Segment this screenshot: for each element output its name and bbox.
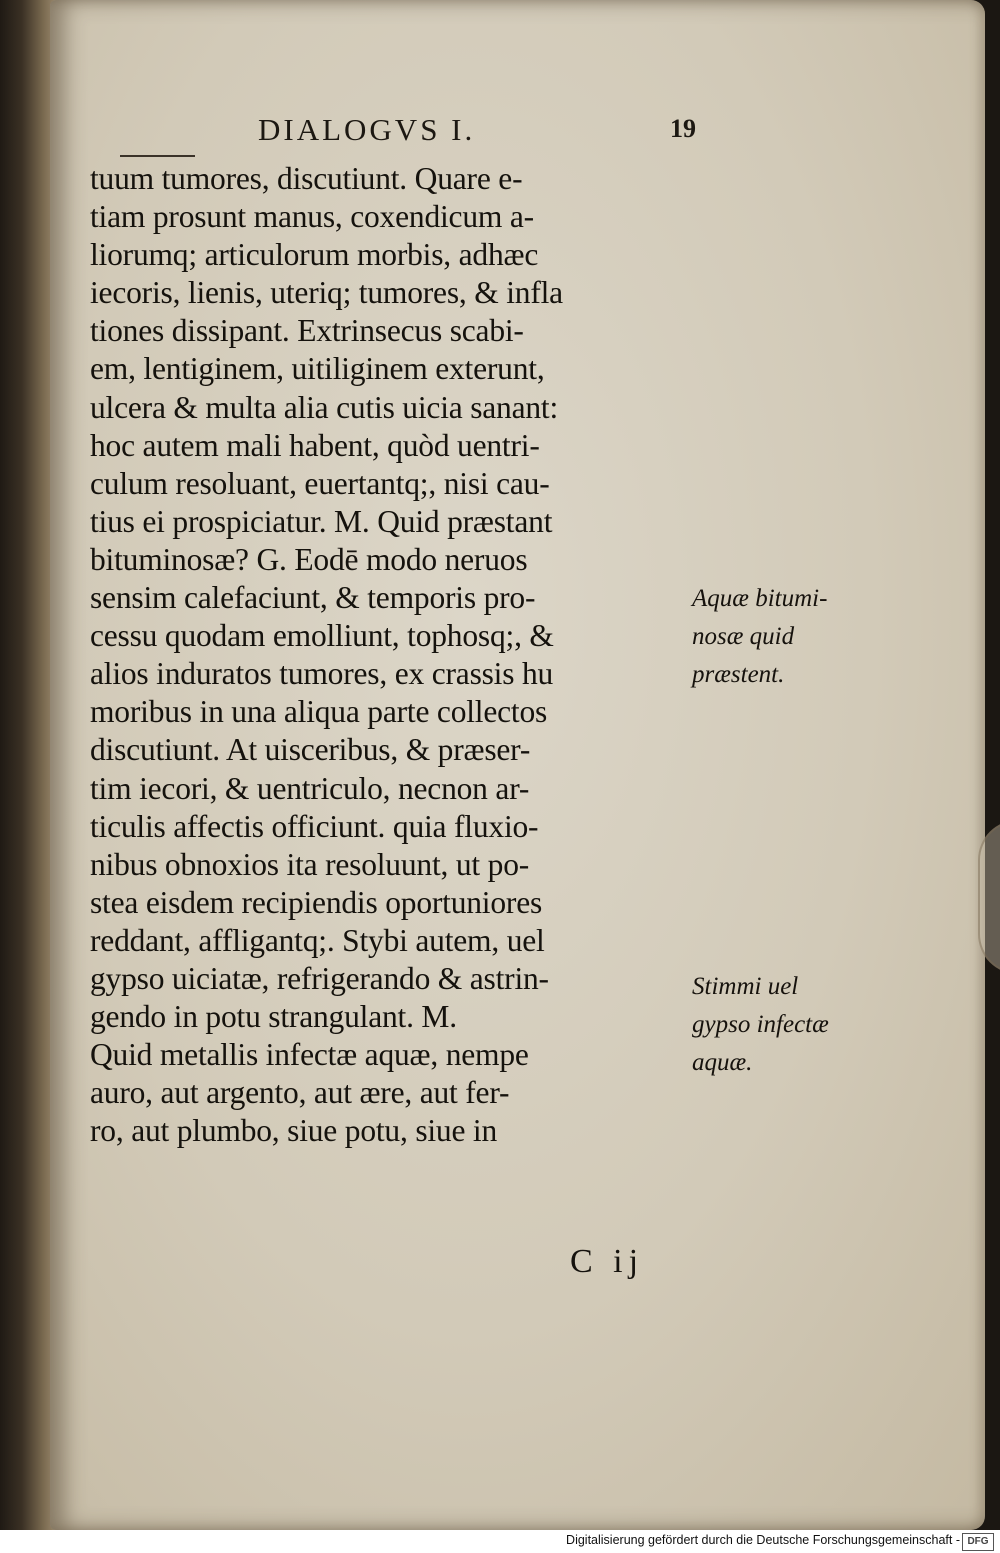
running-head: DIALOGVS I. bbox=[258, 112, 476, 147]
marginal-note-line: gypso infectæ bbox=[692, 1011, 829, 1038]
text-line: culum resoluant, euertantq;, nisi cau- bbox=[90, 465, 550, 501]
text-line: tiam prosunt manus, coxendicum a- bbox=[90, 199, 534, 235]
dfg-logo: DFG bbox=[962, 1533, 994, 1551]
text-line: gendo in potu strangulant. M. bbox=[90, 999, 457, 1035]
digitization-credit: Digitalisierung gefördert durch die Deutsche Forschungsgemeinschaft - bbox=[566, 1533, 960, 1547]
footer-bar bbox=[0, 1530, 1000, 1553]
text-line: tuum tumores, discutiunt. Quare e- bbox=[90, 161, 523, 196]
text-line: reddant, affligantq;. Stybi autem, uel bbox=[90, 922, 545, 958]
marginal-note-bitumen bbox=[692, 580, 827, 694]
text-line: ulcera & multa alia cutis uicia sanant: bbox=[90, 389, 559, 425]
marginal-note-line: nosæ quid bbox=[692, 623, 795, 650]
edge-fragment bbox=[4, 415, 24, 441]
text-line: ticulis affectis officiunt. quia fluxio- bbox=[90, 808, 539, 844]
text-line: tius ei prospiciatur. M. Quid præstant bbox=[90, 503, 553, 539]
text-line: stea eisdem recipiendis oportuniores bbox=[90, 884, 543, 920]
main-text-block bbox=[90, 160, 690, 1150]
signature-mark: C ij bbox=[570, 1243, 645, 1280]
text-line: liorumq; articulorum morbis, adhæc bbox=[90, 237, 539, 273]
text-line: alios induratos tumores, ex crassis hu bbox=[90, 656, 554, 692]
marginal-note-line: Stimmi uel bbox=[692, 973, 799, 1000]
text-line: hoc autem mali habent, quòd uentri- bbox=[90, 427, 540, 463]
text-line: discutiunt. At uisceribus, & præser- bbox=[90, 732, 531, 768]
header-rule bbox=[120, 155, 195, 157]
page-header bbox=[258, 112, 718, 156]
marginal-note-stibium bbox=[692, 968, 829, 1082]
text-line: ro, aut plumbo, siue potu, siue in bbox=[90, 1113, 498, 1149]
marginal-note-line: Aquæ bitumi- bbox=[692, 585, 828, 612]
text-line: nibus obnoxios ita resoluunt, ut po- bbox=[90, 846, 530, 882]
marginal-note-line: aquæ. bbox=[692, 1049, 753, 1076]
text-line: Quid metallis infectæ aquæ, nempe bbox=[90, 1037, 529, 1073]
marginal-note-line: præstent. bbox=[692, 661, 785, 688]
text-line: moribus in una aliqua parte collectos bbox=[90, 694, 548, 730]
text-line: tiones dissipant. Extrinsecus scabi- bbox=[90, 313, 524, 349]
text-line: iecoris, lienis, uteriq; tumores, & infla bbox=[90, 275, 563, 311]
text-line: bituminosæ? G. Eodē modo neruos bbox=[90, 541, 528, 577]
text-line: cessu quodam emolliunt, tophosq;, & bbox=[90, 618, 554, 654]
page-number: 19 bbox=[670, 114, 696, 143]
text-line: sensim calefaciunt, & temporis pro- bbox=[90, 580, 536, 616]
text-line: em, lentiginem, uitiliginem exterunt, bbox=[90, 351, 545, 387]
text-line: auro, aut argento, aut ære, aut fer- bbox=[90, 1075, 510, 1111]
text-line: tim iecori, & uentriculo, necnon ar- bbox=[90, 770, 530, 806]
page-tab-shadow bbox=[978, 820, 1000, 974]
text-line: gypso uiciatæ, refrigerando & astrin- bbox=[90, 960, 549, 996]
